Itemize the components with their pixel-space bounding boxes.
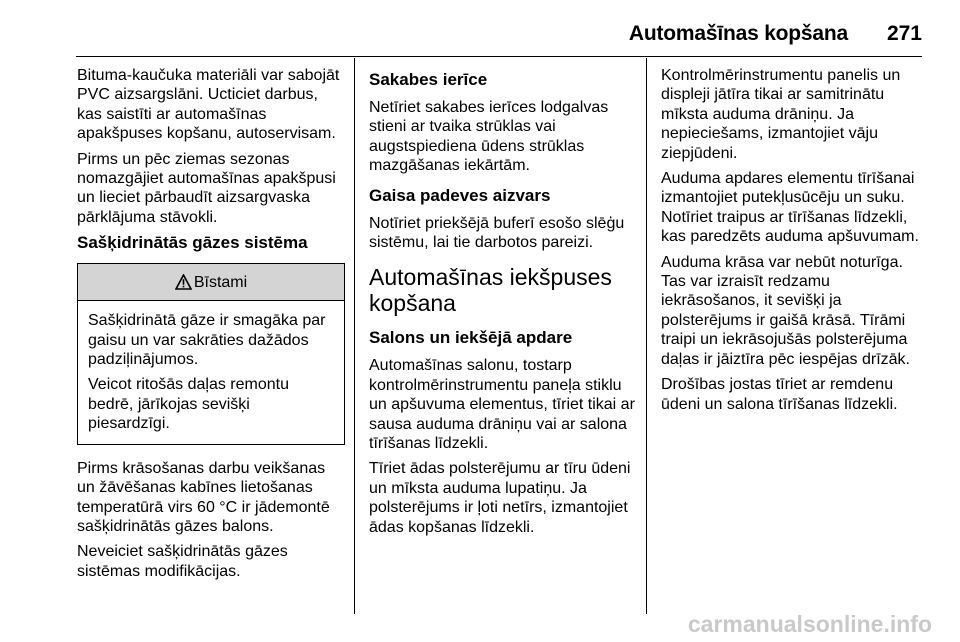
section-heading: Salons un iekšējā apdare	[369, 328, 573, 348]
paragraph: Kontrolmērinstrumentu panelis un displeji jātīra tikai ar samitrinātu mīksta auduma drāniņu. Ja nepieciešams, izmantojiet vāju ziepjūdeni.	[661, 67, 901, 162]
paragraph: Veicot ritošās daļas remontu bedrē, jārīkojas sevišķi piesardzīgi.	[88, 376, 289, 433]
paragraph: Neveiciet sašķidrinātās gāzes sistēmas modifikācijas.	[77, 543, 288, 580]
hazard-box	[77, 263, 345, 444]
page-header	[0, 0, 960, 58]
paragraph: Pirms krāsošanas darbu veikšanas un žāvēšanas kabīnes lietošanas temperatūrā virs 60 °C ir jādemontē sašķidrinātās gāzes balons.	[77, 459, 330, 535]
column-1	[77, 66, 345, 587]
paragraph: Automašīnas salonu, tostarp kontrolmērinstrumentu paneļa stiklu un apšuvuma elementus, tīriet tikai ar sausa auduma drāniņu vai ar salona tīrīšanas līdzekli.	[369, 357, 635, 453]
paragraph: Notīriet priekšējā buferī esošo slēģu sistēmu, lai tie darbotos pareizi.	[369, 214, 625, 252]
page-number: 271	[886, 22, 922, 45]
hazard-body	[78, 301, 344, 443]
section-heading: Sašķidrinātās gāzes sistēma	[77, 233, 308, 253]
section-heading: Gaisa padeves aizvars	[369, 185, 551, 205]
section-heading: Sakabes ierīce	[369, 70, 488, 89]
paragraph: Auduma apdares elementu tīrīšanai izmantojiet putekļusūcēju un suku. Notīriet traipus ar tīrīšanas līdzekli, kas paredzēts auduma apšuvumam.	[661, 170, 919, 246]
hazard-label: Bīstami	[193, 273, 248, 291]
chapter-section-title: Automašīnas iekšpuses kopšana	[369, 264, 612, 317]
paragraph: Sašķidrinātā gāze ir smagāka par gaisu un var sakrāties dažādos padziļinājumos.	[88, 312, 326, 369]
paragraph: Tīriet ādas polsterējumu ar tīru ūdeni un mīksta auduma lupatiņu. Ja polsterējums ir ļoti netīrs, izmantojiet ādas kopšanas līdzekli.	[369, 460, 631, 536]
column-2	[369, 66, 637, 543]
paragraph: Netīriet sakabes ierīces lodgalvas stieni ar tvaika strūklas vai augstspiediena ūdens strūklas mazgāšanas iekārtām.	[369, 99, 609, 175]
paragraph: Drošības jostas tīriet ar remdenu ūdeni un salona tīrīšanas līdzekli.	[661, 376, 898, 413]
paragraph: Pirms un pēc ziemas sezonas nomazgājiet automašīnas apakšpusi un lieciet pārbaudīt aizsargvaska pārklājuma stāvokli.	[77, 150, 336, 226]
paragraph: Auduma krāsa var nebūt noturīga. Tas var izraisīt redzamu iekrāsošanos, it sevišķi ja polsterējums ir gaišā krāsā. Tīrāmi traipi un iekrāsojušās polsterējuma daļas ir jāiztīra pēc iespējas drīzāk.	[661, 253, 910, 368]
warning-triangle-icon	[175, 274, 192, 290]
chapter-title: Automašīnas kopšana	[628, 22, 848, 45]
watermark-text: carmanualsonline.info	[687, 611, 932, 637]
column-divider-2	[646, 58, 647, 614]
paragraph: Bituma-kaučuka materiāli var sabojāt PVC aizsargslāni. Ucticiet darbus, kas saistīti ar automašīnas apakšpuses kopšanu, autoservisam.	[77, 67, 340, 143]
header-rule	[76, 56, 922, 57]
column-divider-1	[354, 58, 355, 614]
column-3	[661, 66, 927, 420]
hazard-header	[78, 264, 344, 301]
